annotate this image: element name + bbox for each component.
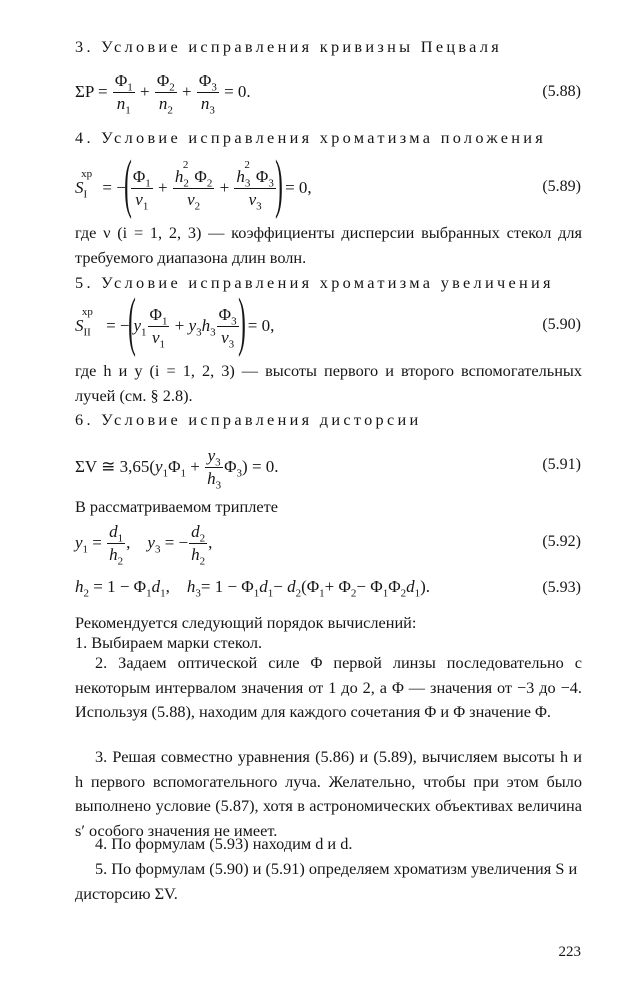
equation-5-88: ΣP = $\frac{\Phi_1}{n_1}$ + $\frac{\Phi_2}{n_2}$ + $\frac{\Phi_3}{n_3}$ = 0. — [75, 70, 251, 116]
equation-5-93: $h_2 = 1 - \Phi_1d_1$, $h_3= 1 - \Phi_1d_1- d_2(\Phi_1+ \Phi_2- \Phi_1\Phi_2d_1)$. — [75, 577, 431, 600]
step-1: 1. Выбираем марки стекол. — [75, 633, 263, 652]
equation-5-91: ΣV ≅ 3,65 ($y_1\Phi_1$ + $\frac{y_3}{h_3}$ $\Phi_3) = 0$. — [75, 445, 279, 491]
step-4: 4. По формулам (5.93) находим d и d. — [95, 834, 353, 853]
equation-5-92: $y_1$ = $\frac{d_1}{h_2}$ , $y_3$ = − $\frac{d_2}{h_2}$ , — [75, 521, 213, 567]
section-5-heading: 5. Условие исправления хроматизма увеличения — [75, 273, 554, 292]
paragraph-dispersion-coefficients: где ν (i = 1, 2, 3) — коэффициенты дисперсии выбранных стекол для требуемого диапазона длин волн. — [75, 223, 582, 267]
paragraph-heights: где h и y (i = 1, 2, 3) — высоты первого и второго вспомогательных лучей (см. § 2.8). — [75, 361, 582, 405]
page-number: 223 — [558, 944, 581, 960]
step-5: 5. По формулам (5.90) и (5.91) определяем хроматизм увеличения S и дисторсию ΣV. — [75, 859, 578, 903]
equation-number-5-89: (5.89) — [542, 178, 581, 195]
equation-number-5-92: (5.92) — [542, 533, 581, 550]
step-2: 2. Задаем оптической силе Φ первой линзы последовательно с некоторым интервалом значения от 1 до 2, а Φ — значения от −3 до −4. Используя (5.88), находим для каждого сочетания Φ и Φ значение Φ. — [75, 653, 582, 721]
equation-5-89: $S_I^{хр}$ = − ( $\frac{\Phi_1}{\nu_1}$ + $\frac{h_2^2\Phi_2}{\nu_2}$ + $\frac{h_3^2\Phi_3}{\nu_3}$ ) = 0, — [75, 147, 312, 220]
equation-number-5-90: (5.90) — [542, 316, 581, 333]
equation-number-5-93: (5.93) — [542, 579, 581, 596]
step-3: 3. Решая совместно уравнения (5.86) и (5.89), вычисляем высоты h и h первого вспомогательного луча. Желательно, чтобы при этом было выполнено условие (5.87), хотя в астрономических объективах величина s′ особого значения не имеет. — [75, 747, 582, 840]
section-6-heading: 6. Условие исправления дисторсии — [75, 410, 422, 429]
section-3-heading: 3. Условие исправления кривизны Пецваля — [75, 37, 503, 56]
equation-5-90: $S_{II}^{хр}$ = − ( $y_1$ $\frac{\Phi_1}{\nu_1}$ + $y_3h_3$ $\frac{\Phi_3}{\nu_3}$ ) = 0, — [75, 285, 275, 358]
triplet-intro: В рассматриваемом триплете — [75, 497, 278, 516]
equation-number-5-88: (5.88) — [542, 83, 581, 100]
equation-number-5-91: (5.91) — [542, 456, 581, 473]
procedure-intro: Рекомендуется следующий порядок вычислений: — [75, 613, 417, 632]
section-4-heading: 4. Условие исправления хроматизма положения — [75, 128, 547, 147]
